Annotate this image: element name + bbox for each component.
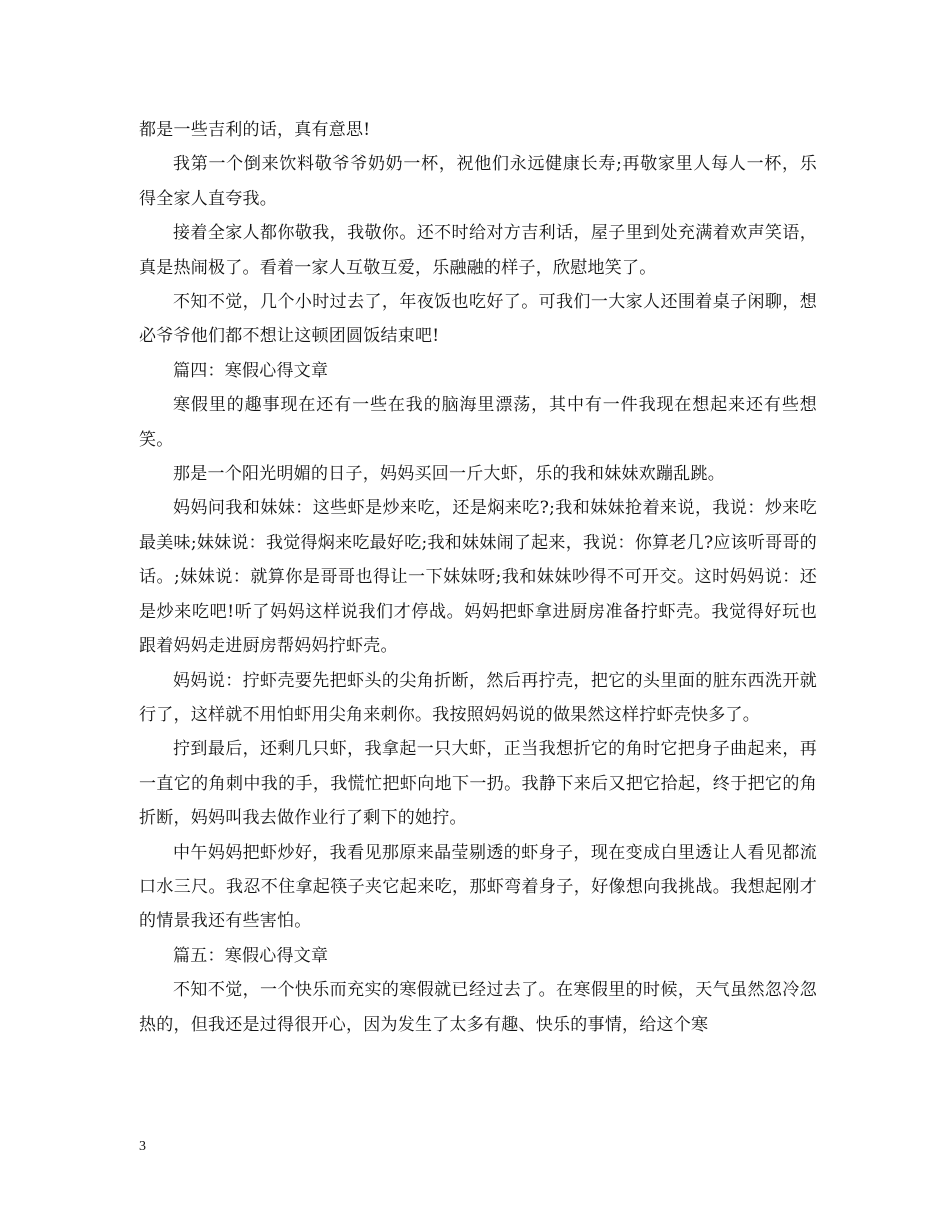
- paragraph: 妈妈说：拧虾壳要先把虾头的尖角折断，然后再拧壳，把它的头里面的脏东西洗开就行了，这样就不用怕虾用尖角来刺你。我按照妈妈说的做果然这样拧虾壳快多了。: [139, 670, 817, 725]
- paragraph: 拧到最后，还剩几只虾，我拿起一只大虾，正当我想折它的角时它把身子曲起来，再一直它的角刺中我的手，我慌忙把虾向地下一扔。我静下来后又把它拾起，终于把它的角折断，妈妈叫我去做作业行了剩下的她拧。: [139, 739, 817, 829]
- paragraph: 不知不觉，几个小时过去了，年夜饭也吃好了。可我们一大家人还围着桌子闲聊，想必爷爷他们都不想让这顿团圆饭结束吧!: [139, 292, 817, 347]
- section-heading: 篇五：寒假心得文章: [173, 945, 329, 966]
- page-number: 3: [139, 1139, 146, 1154]
- document-body: [139, 113, 817, 1042]
- paragraph: 接着全家人都你敬我，我敬你。还不时给对方吉利话，屋子里到处充满着欢声笑语，真是热闹极了。看着一家人互敬互爱，乐融融的样子，欣慰地笑了。: [139, 223, 817, 278]
- paragraph: 不知不觉，一个快乐而充实的寒假就已经过去了。在寒假里的时候，天气虽然忽冷忽热的，但我还是过得很开心，因为发生了太多有趣、快乐的事情，给这个寒: [139, 980, 817, 1035]
- paragraph: 那是一个阳光明媚的日子，妈妈买回一斤大虾，乐的我和妹妹欢蹦乱跳。: [173, 464, 725, 485]
- section-heading: 篇四：寒假心得文章: [173, 360, 329, 381]
- paragraph: 中午妈妈把虾炒好，我看见那原来晶莹剔透的虾身子，现在变成白里透让人看见都流口水三尺。我忍不住拿起筷子夹它起来吃，那虾弯着身子，好像想向我挑战。我想起刚才的情景我还有些害怕。: [139, 842, 817, 932]
- paragraph: 我第一个倒来饮料敬爷爷奶奶一杯，祝他们永远健康长寿;再敬家里人每人一杯，乐得全家人直夸我。: [139, 154, 817, 209]
- paragraph: 妈妈问我和妹妹：这些虾是炒来吃，还是焖来吃?;我和妹妹抢着来说，我说：炒来吃最美味;妹妹说：我觉得焖来吃最好吃;我和妹妹闹了起来，我说：你算老几?应该听哥哥的话。;妹妹说：就算你是哥哥也得让一下妹妹呀;我和妹妹吵得不可开交。这时妈妈说：还是炒来吃吧!听了妈妈这样说我们才停战。妈妈把虾拿进厨房准备拧虾壳。我觉得好玩也跟着妈妈走进厨房帮妈妈拧虾壳。: [139, 498, 817, 657]
- paragraph: 寒假里的趣事现在还有一些在我的脑海里漂荡，其中有一件我现在想起来还有些想笑。: [139, 395, 817, 450]
- paragraph: 都是一些吉利的话，真有意思!: [139, 120, 371, 140]
